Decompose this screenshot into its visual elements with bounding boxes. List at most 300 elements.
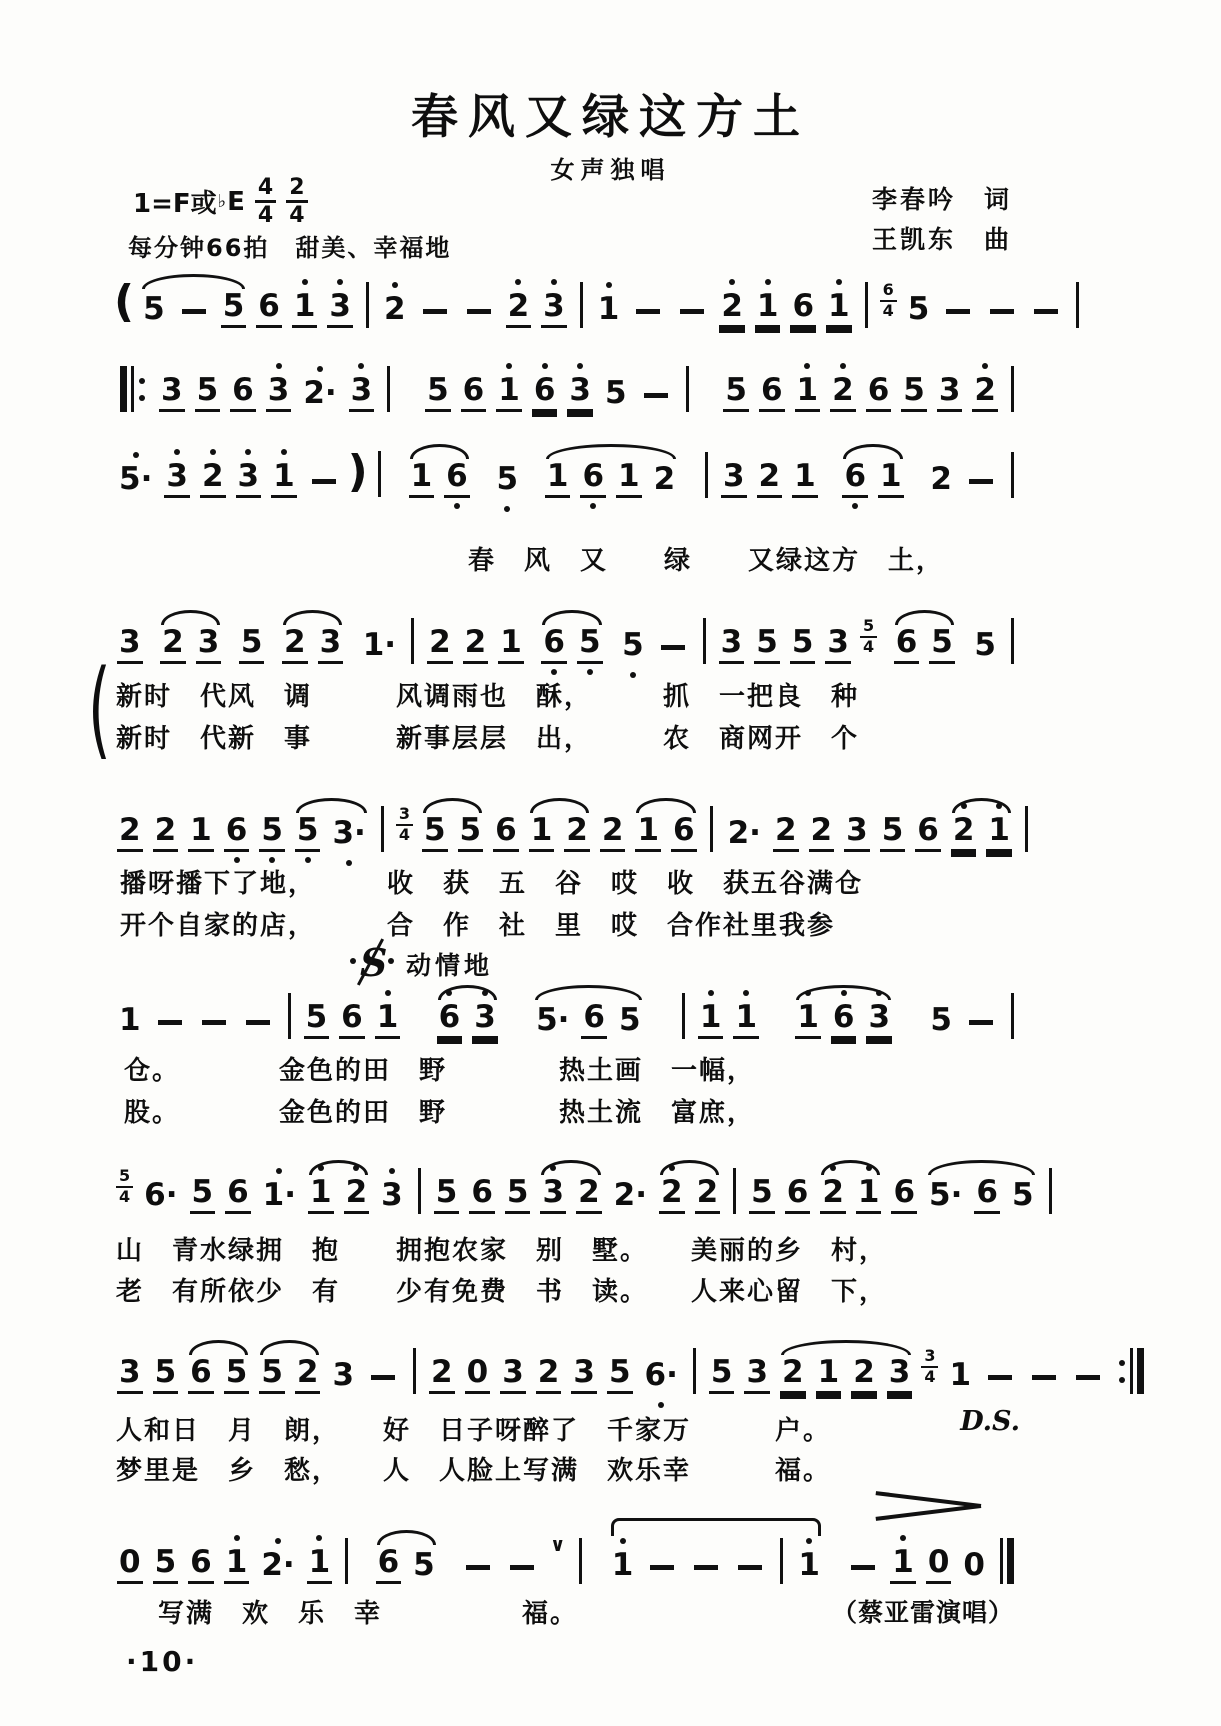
note-group [490,462,526,498]
duration-dash [202,1020,226,1025]
note: 5 [295,813,321,852]
note: 5 [901,373,927,412]
note: 5 [495,462,521,498]
note-group [420,366,696,412]
note: 5· [117,462,154,498]
note-group [356,618,529,664]
octave-dot-above [805,990,811,996]
note-group [886,1175,922,1214]
barline [686,366,689,412]
note: 2 [506,289,532,328]
note: 2 [117,813,143,852]
note: 5 [259,1355,285,1394]
duration-dash [990,309,1014,314]
barline [705,452,708,498]
note-group [456,1534,590,1584]
note-group [488,813,524,852]
note: 2· [301,376,338,412]
lyric-row: 播呀播下了地， 收 获 五 谷 哎 收 获五谷满仓 [120,869,864,899]
note: 5 [224,1355,250,1394]
note: 1 [890,1545,916,1584]
note: 2 [200,459,226,498]
meter-numerator: 2 [286,176,307,203]
barline [693,1348,696,1394]
barline [413,1348,416,1394]
octave-dot-above [961,803,967,809]
note-group [112,1538,356,1584]
slur-group [889,625,960,664]
barline [1011,452,1014,498]
note: 6 [188,1355,214,1394]
slur-group [404,459,475,498]
note: 1 [610,1548,636,1584]
duration-dash [636,309,660,314]
duration-dash [158,1020,182,1025]
note-group [607,1178,654,1214]
note: 1 [949,1357,972,1393]
note: 6 [842,459,868,498]
flat-sign: ♭ [217,191,227,213]
tempo-marking: 每分钟66拍 甜美、幸福地 [128,234,452,262]
duration-dash [423,309,447,314]
verse-brace: ( [88,647,111,770]
duration-dash [738,1565,762,1570]
note: 5 [434,1175,460,1214]
octave-dot-above [743,990,749,996]
barline [381,806,384,852]
note: 3 [721,459,747,498]
note: 1 [188,813,214,852]
slur-group [303,1175,374,1214]
octave-dot-above [389,1168,395,1174]
notation-system-1 [112,262,1022,328]
octave-dot-above [840,363,846,369]
note-group [112,625,148,664]
note: 2· [259,1548,296,1584]
octave-dot-above [708,990,714,996]
duration-dash [1034,309,1058,314]
note: 6· [144,1177,178,1213]
note: 5 [259,813,285,852]
note-group [718,366,1022,412]
octave-dot-above [482,990,488,996]
octave-dot-above [353,1165,359,1171]
note: 1 [826,289,852,328]
note: 6 [785,1175,811,1214]
note: 2 [153,813,179,852]
note: 6· [643,1358,680,1394]
duration-dash [1032,1375,1056,1380]
note-group [702,806,946,852]
note-group [697,452,823,498]
note: 2 [295,1355,321,1394]
lyricist-credit: 李春吟 词 [871,185,1012,214]
key-note: E [227,186,245,217]
barline [780,1538,783,1584]
note-group [373,806,417,852]
note: 6 [581,1000,607,1039]
octave-dot-below [587,669,593,675]
note: 2 [719,289,745,328]
duration-dash [644,393,668,398]
note: 5 [604,375,627,411]
note: 6 [469,1175,495,1214]
octave-dot-above [996,803,1002,809]
barline [1049,1168,1052,1214]
lyric-row: 写满 欢 乐 幸 福。 [158,1599,579,1629]
notation-line [112,618,1022,664]
note: 2 [160,625,186,664]
note: 0 [465,1355,491,1394]
notation-line [112,276,1022,328]
slur-group [922,1175,1041,1214]
notation-line [112,806,1022,852]
notation-system-6 [112,975,1022,1039]
lyric-row: 山 青水绿拥 抱 拥抱农家 别 墅。 美丽的乡 村， [116,1236,888,1266]
intro-paren: ( [114,276,135,327]
octave-dot-above [841,990,847,996]
lyric-row: 股。 金色的田 野 热土流 富庶， [124,1098,756,1128]
barline [418,1168,421,1214]
note: 3 [719,625,745,664]
octave-dot-above [620,1538,626,1544]
note: 5 [749,1175,775,1214]
note: 3 [567,373,593,412]
note: 5 [458,813,484,852]
slur-group [536,625,607,664]
note: 5· [929,1177,963,1213]
song-title: 春风又绿这方土 [411,90,810,145]
note: 3 [266,373,292,412]
note: 5 [304,1000,330,1039]
performer-credit: （蔡亚雷演唱） [831,1598,1014,1627]
note: 1 [795,373,821,412]
note: 1 [271,459,297,498]
octave-dot-above [302,279,308,285]
note: 1 [308,1175,334,1214]
meter-denominator: 4 [289,203,305,229]
octave-dot-above [900,1535,906,1541]
note-group [112,1168,303,1214]
octave-dot-above [245,449,251,455]
note: 2 [427,625,453,664]
octave-dot-above [276,363,282,369]
expression-marking: 动情地 [406,951,494,980]
notation-line [112,366,1022,412]
octave-dot-above [982,363,988,369]
octave-dot-above [275,1538,281,1544]
intro-paren: ) [347,446,368,497]
barline [288,993,291,1039]
note: 2 [757,459,783,498]
repeat-barline [1118,1348,1144,1394]
octave-dot-above [550,1165,556,1171]
barline [345,1538,348,1584]
note: 5 [221,289,247,328]
note: 6 [580,459,606,498]
slur-group [654,1175,725,1214]
barline [1025,806,1028,852]
note: 1 [545,459,571,498]
note: 2 [536,1355,562,1394]
note: 2 [576,1175,602,1214]
slur-group [524,813,595,852]
lyric-row: 开个自家的店， 合 作 社 里 哎 合作社里我参 [120,911,836,941]
inline-time-signature: 5 4 [116,1168,133,1206]
note: 3 [164,459,190,498]
octave-dot-above [804,363,810,369]
inline-time-signature: 6 4 [880,282,897,320]
slur-group [529,1000,648,1039]
note: 2· [727,815,761,851]
note: 1· [362,627,397,663]
final-barline [1000,1538,1014,1584]
octave-dot-above [174,449,180,455]
octave-dot-above [506,363,512,369]
note-group [923,452,1022,498]
octave-dot-above [606,282,612,288]
barline [366,282,369,328]
duration-dash [969,1020,993,1025]
slur-group [775,1355,917,1394]
barline [387,366,390,412]
note: 1 [375,1000,401,1039]
note: 5 [413,1547,435,1583]
barline [1011,993,1014,1039]
note: 5 [790,625,816,664]
duration-dash [694,1565,718,1570]
note: 2 [773,813,799,852]
note: 5 [143,291,165,327]
duration-dash [851,1565,875,1570]
breath-mark: ∨ [550,1534,566,1556]
octave-dot-above [318,1165,324,1171]
slur-group [417,813,488,852]
octave-dot-above [866,1165,872,1171]
note: 6 [541,625,567,664]
note: 5 [153,1355,179,1394]
octave-dot-above [729,279,735,285]
octave-dot-above [392,282,398,288]
slur-group [605,1538,827,1584]
octave-dot-above [542,363,548,369]
octave-dot-above [234,1535,240,1541]
note: 2 [564,813,590,852]
slur-group [540,459,682,498]
octave-dot-above [133,452,139,458]
note: 2 [382,292,408,328]
note: 3 [327,289,353,328]
slur-group [254,1355,325,1394]
note: 1 [792,459,818,498]
note-group [1017,806,1036,852]
slur-group [790,1000,897,1039]
note-group [674,993,764,1039]
note: 1 [755,289,781,328]
note: 2 [695,1175,721,1214]
note-group [112,813,290,852]
octave-dot-above [765,279,771,285]
note: 5 [607,1355,633,1394]
note: 1 [878,459,904,498]
note: 1 [616,459,642,498]
note: 2 [951,813,977,852]
duration-dash [680,309,704,314]
note: 3 [825,625,851,664]
octave-dot-below [551,669,557,675]
note: 1 [498,625,524,664]
notation-line [112,1348,1022,1394]
slur-group [183,1355,254,1394]
octave-dot-above [210,449,216,455]
note: 6 [759,373,785,412]
note: 6 [188,1545,214,1584]
note-group [595,813,631,852]
note: 3 [117,625,143,664]
octave-dot-above [830,1165,836,1171]
note: 3 [887,1355,913,1394]
duration-dash [246,1020,270,1025]
note: 3 [332,1357,355,1393]
duration-dash [946,309,970,314]
note-group [251,282,1087,328]
inline-time-signature: 3 4 [396,806,413,844]
note: 5 [754,625,780,664]
note: 3 [318,625,344,664]
lyric-row: 梦里是 乡 愁， 人 人脸上写满 欢乐幸 福。 [116,1456,832,1486]
note-group [234,625,270,664]
note: 2 [600,813,626,852]
lyric-row: 老 有所依少 有 少有免费 书 读。 人来心留 下， [116,1277,888,1307]
note: 3 [159,373,185,412]
note: 6 [376,1545,402,1584]
octave-dot-above [669,1165,675,1171]
note: 3 [744,1355,770,1394]
notation-line [112,1534,1022,1584]
note: 6 [225,1175,251,1214]
barline [411,618,414,664]
barline [1076,282,1079,328]
notation-system-8 [112,1330,1022,1394]
note: 5 [619,1002,641,1038]
note: 5 [425,373,451,412]
note: 3 [196,625,222,664]
note: 5 [153,1545,179,1584]
note: 2 [851,1355,877,1394]
note: 5 [1011,1177,1034,1213]
note: 1 [596,292,622,328]
slur-group [837,459,908,498]
duration-dash [510,1565,534,1570]
note: 3 [866,1000,892,1039]
note: 2 [809,813,835,852]
note: 6 [444,459,470,498]
note: 5 [929,625,955,664]
duration-dash [650,1565,674,1570]
note: 5 [239,625,265,664]
lyric-row: 新时 代新 事 新事层层 出， 农 商网开 个 [116,724,860,754]
octave-dot-below [454,503,460,509]
meter-denominator: 4 [257,203,274,229]
note: 6 [974,1175,1000,1214]
slur-group [946,813,1017,852]
note: 6 [224,813,250,852]
barline [703,618,706,664]
note: 6 [915,813,941,852]
note: 5 [907,291,930,327]
note: 1 [856,1175,882,1214]
note-group [923,993,1022,1039]
note: 3 [540,1175,566,1214]
note: 5 [930,1002,952,1038]
note: 3 [937,373,963,412]
note: 1 [292,289,318,328]
note: 5 [195,373,221,412]
note: 5 [723,373,749,412]
barline [378,451,381,497]
note: 5 [190,1175,216,1214]
note-group [917,1348,1152,1394]
note: 2 [463,625,489,664]
barline [580,282,583,328]
lyric-row: 人和日 月 朗， 好 日子呀醉了 千家万 户。 [116,1416,832,1446]
octave-dot-above [385,990,391,996]
note-group [841,1538,1022,1584]
octave-dot-below [658,1402,664,1408]
meter-numerator: 4 [255,176,276,203]
inline-time-signature: 5 4 [860,618,877,656]
note-group [112,446,389,498]
octave-dot-above [446,990,452,996]
note: 3 [379,1178,405,1214]
voice-type-subtitle: 女声独唱 [550,156,671,184]
note: 2 [780,1355,806,1394]
note: 6 [891,1175,917,1214]
note: 0 [963,1547,985,1583]
note: 6 [493,813,519,852]
slur-group [630,813,701,852]
note-group [325,1348,775,1394]
note: 5· [536,1002,570,1038]
octave-dot-above [316,1535,322,1541]
page-number: ·10· [126,1645,199,1678]
note: 5 [880,813,906,852]
duration-dash [661,645,685,650]
barline [1011,366,1014,412]
notation-line [112,1166,1034,1214]
note: 1 [733,1000,759,1039]
barline [733,1168,736,1214]
note: 1 [816,1355,842,1394]
slur-group [535,1175,606,1214]
note: 2 [429,1355,455,1394]
note: 6 [671,813,697,852]
note-group [967,618,1022,664]
note: 2 [282,625,308,664]
note-group [112,1355,183,1394]
note-group [615,618,881,664]
note: 2 [830,373,856,412]
note: 1 [635,813,661,852]
note: 6 [532,373,558,412]
note: 6 [230,373,256,412]
duration-dash [312,479,336,484]
note: 6 [866,373,892,412]
decrescendo-hairpin [875,1490,983,1524]
barline [710,806,713,852]
octave-dot-above [337,279,343,285]
note: 2 [653,461,676,497]
